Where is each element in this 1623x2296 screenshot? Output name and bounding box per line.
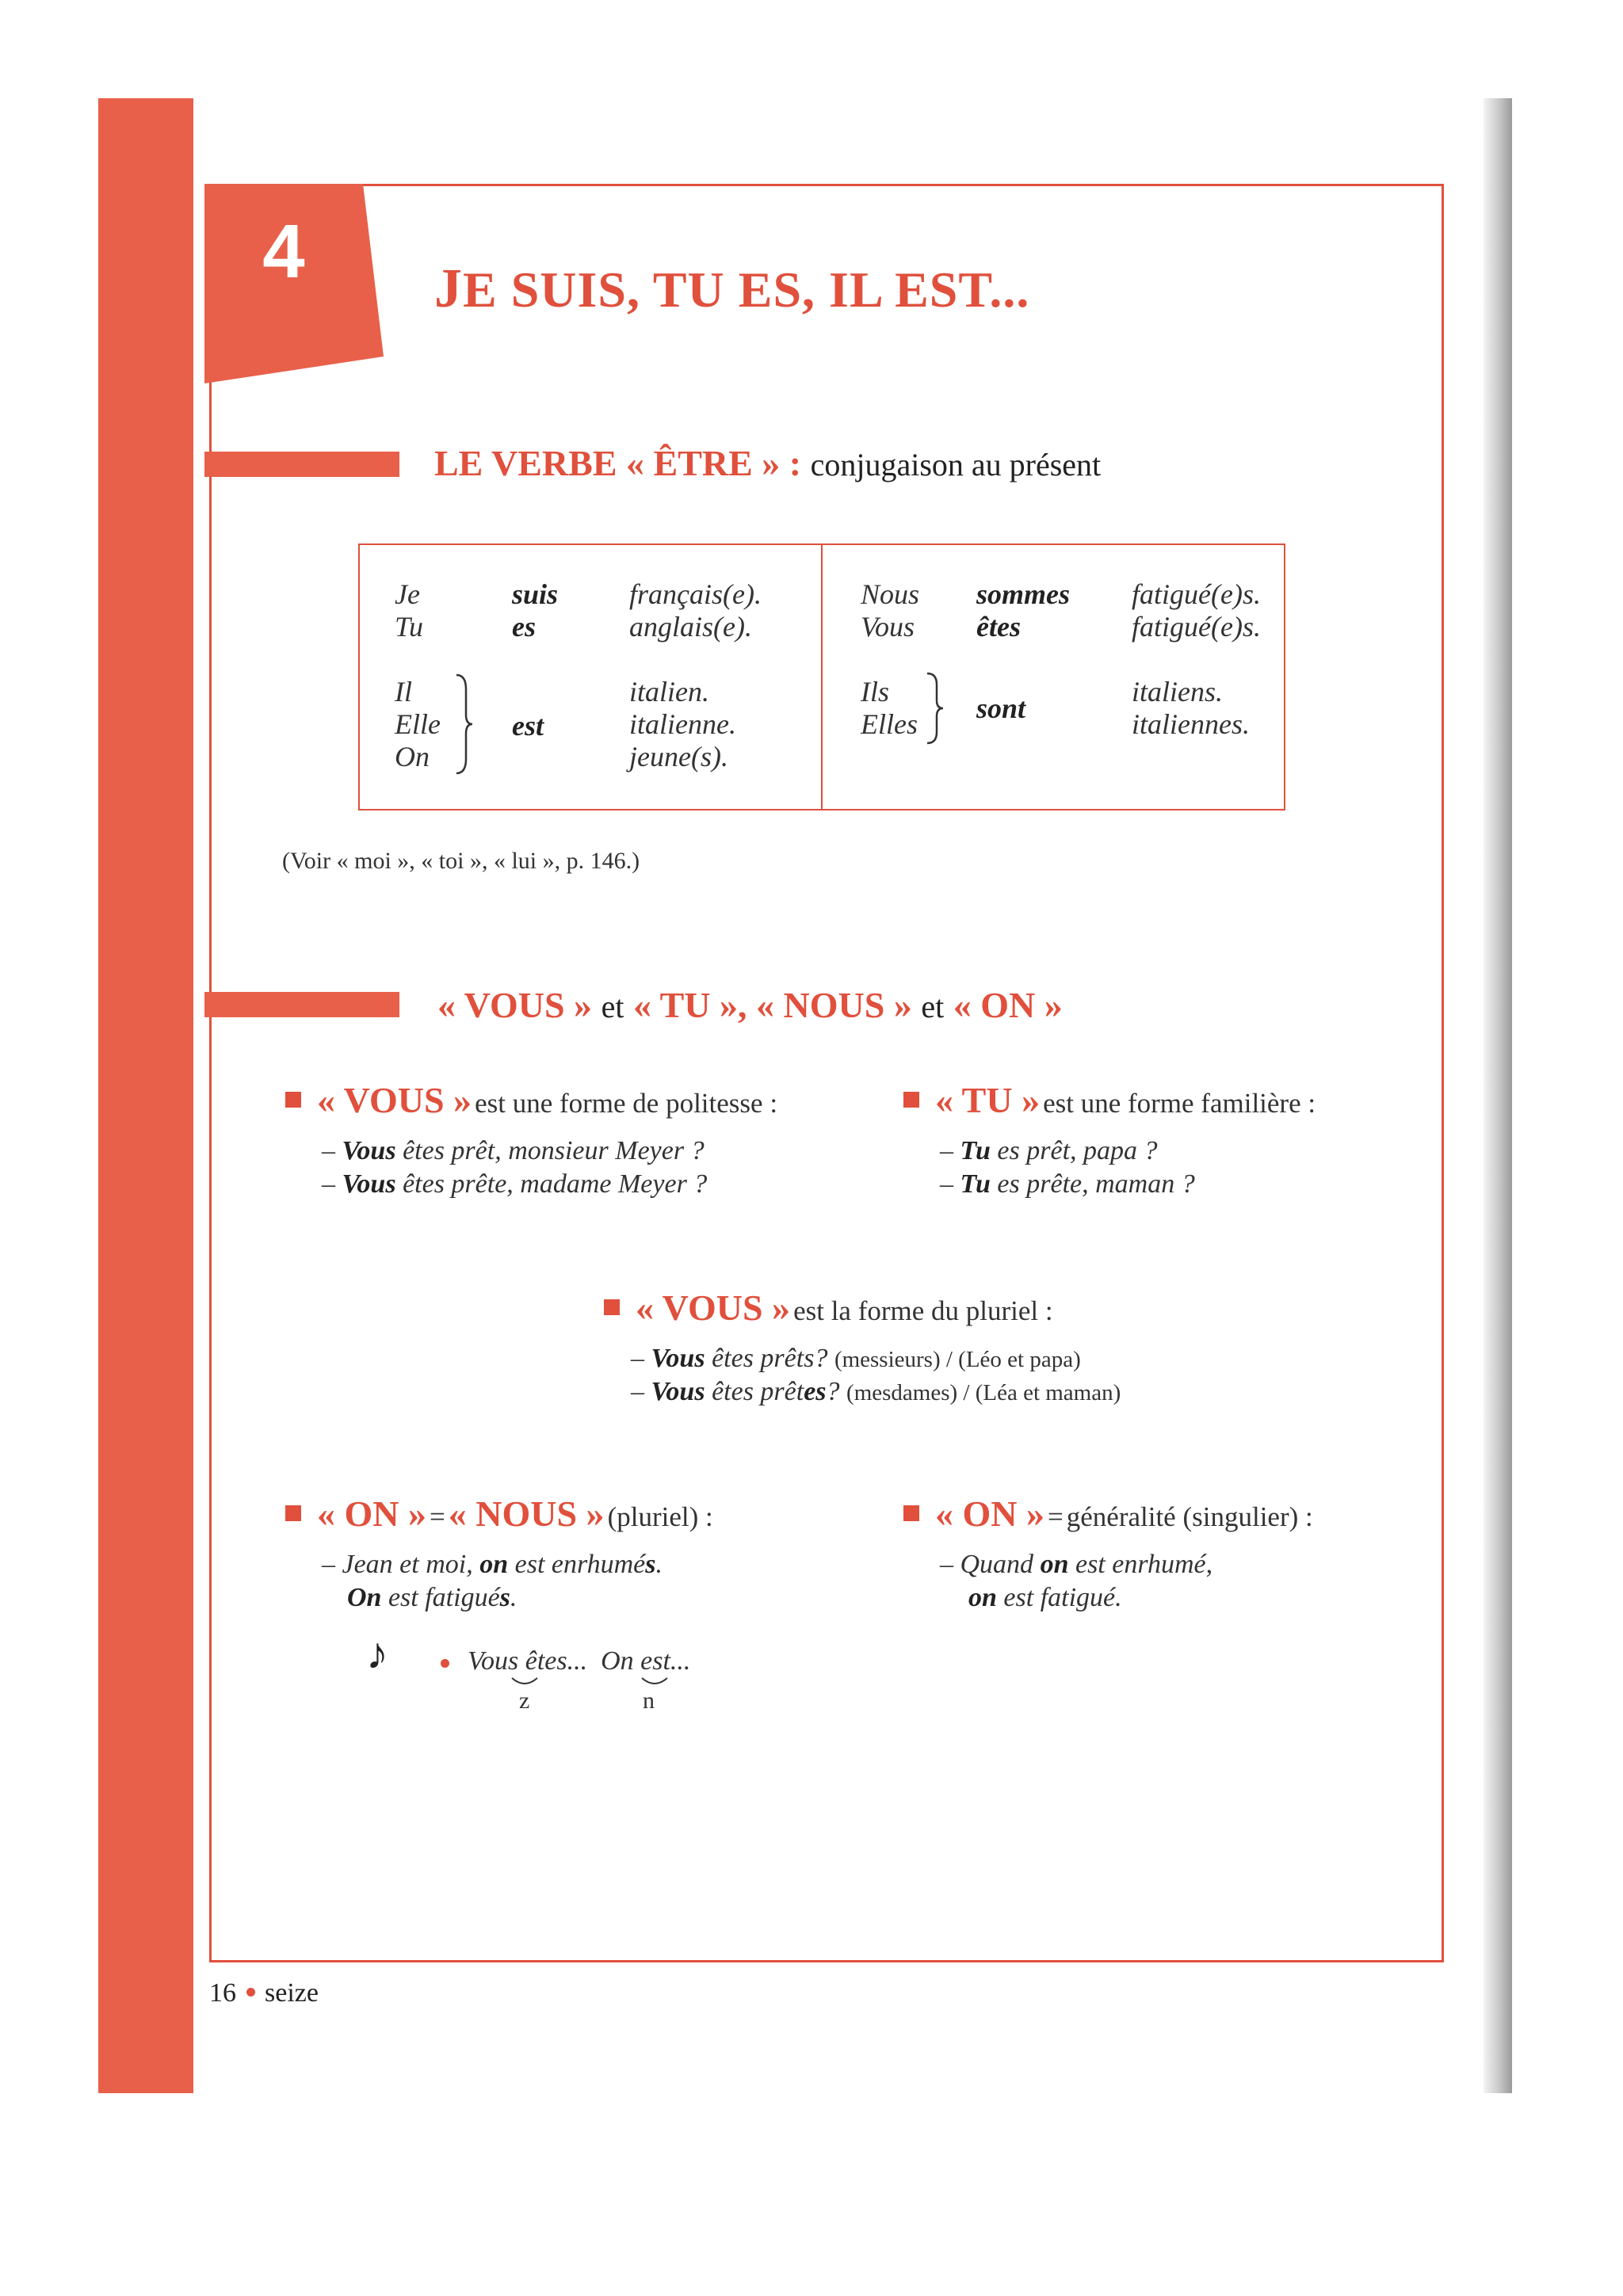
on-gen-ex1-rest: est enrhumé, <box>1075 1550 1213 1579</box>
on-gen-ex1-on: on <box>1040 1550 1069 1579</box>
liaison-letter-z: z <box>519 1688 530 1714</box>
bullet-square <box>903 1092 919 1108</box>
tu-example-1-subject: Tu <box>960 1136 991 1165</box>
vous-pluriel-ex1-q: ? <box>814 1344 828 1373</box>
pronoun-elles: Elles <box>861 708 918 740</box>
section1-subtitle: conjugaison au présent <box>810 447 1102 482</box>
pronoun-vous: Vous <box>861 611 915 643</box>
vous-example-1-subject: Vous <box>342 1136 396 1165</box>
verb-est: est <box>512 710 544 742</box>
liaison-est: est... <box>640 1646 691 1676</box>
pronoun-je: Je <box>395 578 420 610</box>
section2-nous: « NOUS » <box>756 985 912 1025</box>
verb-suis: suis <box>512 578 559 610</box>
adj-jeune: jeune(s). <box>629 741 728 772</box>
reference-note: (Voir « moi », « toi », « lui », p. 146.) <box>282 848 640 874</box>
pronoun-on: On <box>395 741 430 772</box>
on-nous-equals: = <box>430 1501 445 1532</box>
page-word: seize <box>265 1978 319 2008</box>
section2-et-1: et <box>601 989 624 1024</box>
on-generalite-heading <box>935 1493 1313 1534</box>
title-capital: J <box>434 258 463 319</box>
musical-note-icon: ♪ <box>366 1630 388 1679</box>
adj-italien: italien. <box>629 676 709 707</box>
chapter-number: 4 <box>262 209 305 294</box>
on-nous-ex2-on: On <box>347 1583 382 1612</box>
vous-pluriel-ex2-subject: Vous <box>651 1377 705 1406</box>
tu-example-2: – Tu es prête, maman ? <box>940 1169 1195 1199</box>
verb-es: es <box>512 611 536 643</box>
on-generalite-text: généralité (singulier) : <box>1066 1501 1313 1532</box>
verb-sont: sont <box>976 692 1026 724</box>
section2-heading <box>437 987 1063 1024</box>
on-gen-ex2-text: est fatigué. <box>1003 1583 1122 1612</box>
vous-example-2-subject: Vous <box>342 1169 396 1199</box>
page-footer <box>209 1978 319 2008</box>
on-nous-ex1-rest: est enrhumés. <box>514 1550 663 1579</box>
adj-fatigue-2: fatigué(e)s. <box>1132 611 1261 643</box>
page-edge-shadow <box>1484 98 1512 2093</box>
on-generalite-keyword: « ON » <box>935 1493 1044 1534</box>
pronoun-ils: Ils <box>861 676 889 707</box>
adj-francais: français(e). <box>629 578 762 610</box>
table-divider <box>821 543 823 810</box>
vous-pluriel-heading <box>636 1287 1053 1328</box>
brace-singular <box>455 673 474 775</box>
bullet-dot <box>441 1659 449 1668</box>
brace-plural <box>926 672 945 745</box>
vous-keyword: « VOUS » <box>317 1080 472 1120</box>
vous-pluriel-ex1-verb: êtes <box>712 1344 754 1373</box>
left-accent-bar <box>98 98 193 2093</box>
on-keyword: « ON » <box>317 1493 426 1534</box>
on-generalite-equals: = <box>1048 1501 1064 1532</box>
section1-title: LE VERBE « ÊTRE » : <box>434 443 802 483</box>
on-generalite-example-2 <box>968 1581 1122 1615</box>
bullet-square <box>285 1092 301 1108</box>
liaison-arcs <box>507 1676 697 1692</box>
on-gen-ex2-on: on <box>968 1583 997 1612</box>
section2-on: « ON » <box>953 985 1063 1025</box>
adj-anglais: anglais(e). <box>629 611 752 643</box>
tu-familiere-text: est une forme familière : <box>1043 1088 1316 1119</box>
adj-italiennes: italiennes. <box>1132 708 1250 740</box>
liaison-vous: Vous <box>468 1646 519 1676</box>
vous-pluriel-ex2-note: (mesdames) / (Léa et maman) <box>846 1380 1121 1405</box>
tu-keyword: « TU » <box>935 1080 1041 1120</box>
title-rest: E SUIS, TU ES, IL EST... <box>463 261 1030 318</box>
pronoun-tu: Tu <box>395 611 424 643</box>
footer-dot <box>246 1988 255 1997</box>
vous-pluriel-example-2: – Vous êtes prêtes? (mesdames) / (Léa et maman) <box>631 1377 1121 1406</box>
section2-et-2: et <box>921 989 945 1024</box>
liaison-on: On <box>601 1646 634 1676</box>
liaison-example <box>468 1645 690 1678</box>
vous-pluriel-ex1-note: (messieurs) / (Léo et papa) <box>834 1347 1081 1372</box>
on-nous-example-1: – Jean et moi, on est enrhumés. <box>322 1550 663 1579</box>
tu-example-2-text: es prête, maman ? <box>997 1169 1195 1199</box>
bullet-square <box>903 1505 919 1521</box>
adj-italienne: italienne. <box>629 708 736 740</box>
section2-tu: « TU », <box>632 985 747 1025</box>
tu-example-2-subject: Tu <box>960 1169 991 1199</box>
pronoun-nous: Nous <box>861 578 920 610</box>
vous-pluriel-ex2-q: ? <box>826 1377 840 1406</box>
vous-pluriel-example-1: – Vous êtes prêts? (messieurs) / (Léo et papa) <box>631 1344 1081 1373</box>
verb-etes: êtes <box>976 611 1021 643</box>
adj-italiens: italiens. <box>1132 676 1223 707</box>
on-nous-heading <box>317 1493 713 1534</box>
bullet-square <box>604 1299 620 1315</box>
liaison-etes: êtes... <box>525 1646 588 1676</box>
on-nous-ex2-rest: est fatigués. <box>388 1583 517 1612</box>
on-nous-ex1-text: Jean et moi, <box>342 1550 473 1579</box>
vous-pluriel-ex1-adj: prêts <box>760 1344 815 1373</box>
on-generalite-example-1: – Quand on est enrhumé, <box>940 1550 1213 1579</box>
pronoun-elle: Elle <box>395 708 441 740</box>
verb-sommes: sommes <box>976 578 1071 610</box>
vous-pluriel-keyword: « VOUS » <box>636 1287 791 1328</box>
section2-bar <box>204 992 399 1017</box>
adj-fatigue-1: fatigué(e)s. <box>1132 578 1261 610</box>
page-number: 16 <box>209 1978 236 2008</box>
on-nous-example-2 <box>347 1581 517 1615</box>
vous-politesse-heading <box>317 1082 777 1119</box>
vous-example-1-text: êtes prêt, monsieur Meyer ? <box>403 1136 705 1165</box>
vous-pluriel-ex2-verb: êtes <box>712 1377 754 1406</box>
section2-vous: « VOUS » <box>437 985 593 1025</box>
chapter-title <box>434 258 1030 319</box>
vous-pluriel-ex2-adj: prêtes <box>760 1377 827 1406</box>
vous-example-2-text: êtes prête, madame Meyer ? <box>403 1169 708 1199</box>
vous-politesse-text: est une forme de politesse : <box>475 1088 778 1119</box>
vous-pluriel-text: est la forme du pluriel : <box>793 1295 1053 1326</box>
on-nous-ex1-on: on <box>479 1550 509 1579</box>
vous-example-1: – Vous êtes prêt, monsieur Meyer ? <box>322 1136 705 1165</box>
section1-bar <box>204 452 399 477</box>
pronoun-il: Il <box>395 676 412 707</box>
tu-familiere-heading <box>935 1082 1316 1119</box>
on-nous-text: (pluriel) : <box>607 1501 713 1532</box>
section1-heading <box>434 445 1101 482</box>
liaison-letter-n: n <box>643 1688 655 1714</box>
bullet-square <box>285 1505 301 1521</box>
on-gen-ex1-text: Quand <box>960 1550 1034 1579</box>
tu-example-1-text: es prêt, papa ? <box>997 1136 1158 1165</box>
tu-example-1: – Tu es prêt, papa ? <box>940 1136 1158 1165</box>
vous-example-2: – Vous êtes prête, madame Meyer ? <box>322 1169 708 1199</box>
vous-pluriel-ex1-subject: Vous <box>651 1344 705 1373</box>
nous-keyword: « NOUS » <box>448 1493 605 1534</box>
